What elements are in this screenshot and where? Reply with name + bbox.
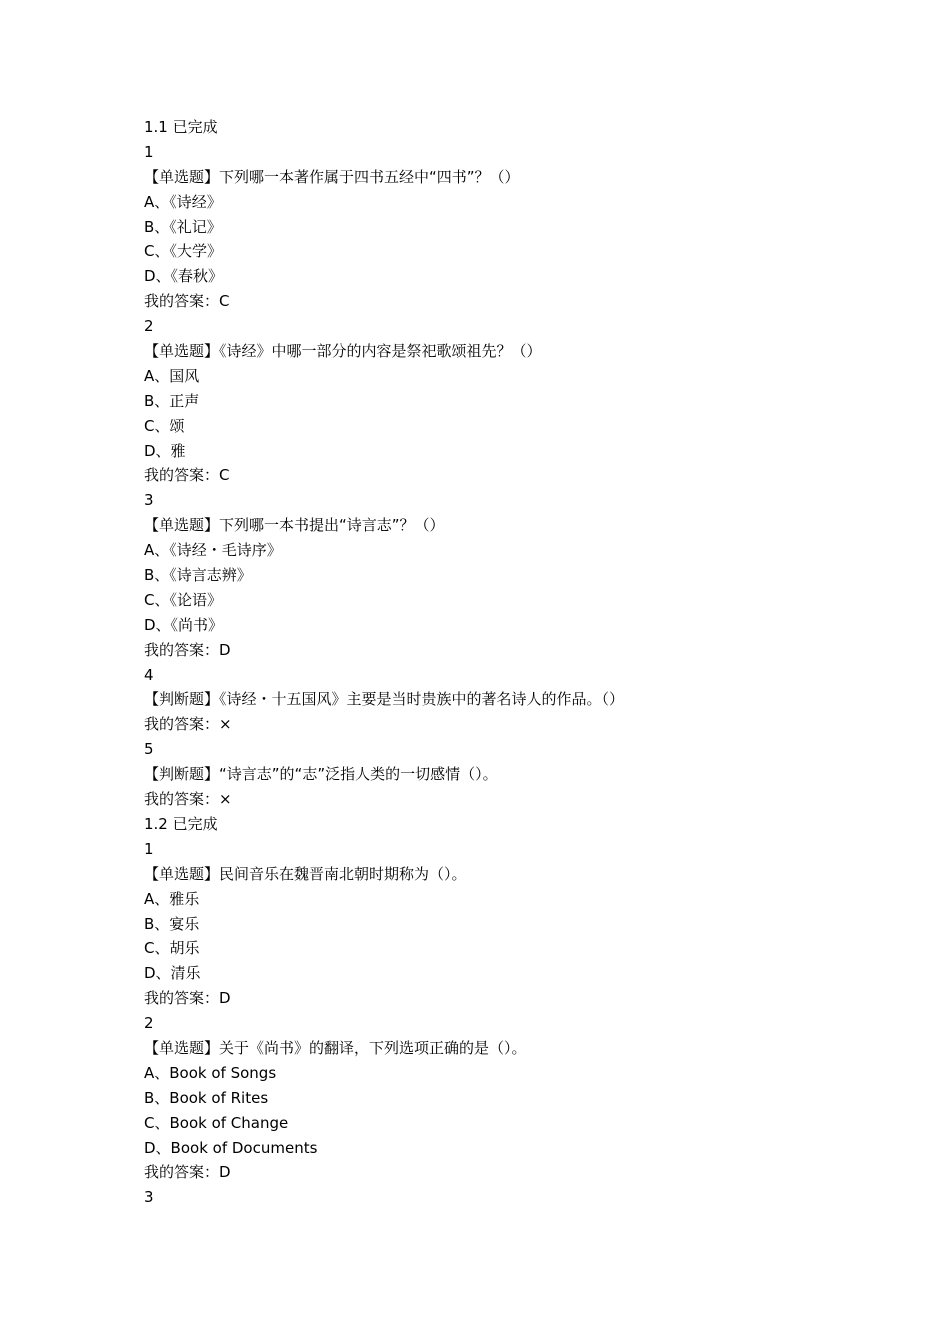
question-text: 【判断题】“诗言志”的“志”泛指人类的一切感情（）。 [144, 765, 498, 784]
document-body [144, 115, 844, 1210]
question-text: 【单选题】关于《尚书》的翻译，下列选项正确的是（）。 [144, 1038, 527, 1057]
question-text: 【单选题】下列哪一本著作属于四书五经中“四书”？（） [144, 167, 520, 186]
my-answer: 我的答案：C [144, 466, 230, 485]
answer-option: D、Book of Documents [144, 1138, 318, 1157]
answer-option: C、胡乐 [144, 939, 200, 958]
my-answer: 我的答案：× [144, 790, 232, 809]
my-answer: 我的答案：D [144, 1163, 231, 1182]
answer-option: C、颂 [144, 416, 185, 435]
question-number: 1 [144, 142, 154, 161]
answer-option: B、《诗言志辨》 [144, 566, 252, 585]
answer-option: D、《春秋》 [144, 267, 224, 286]
my-answer: 我的答案：D [144, 989, 231, 1008]
answer-option: D、雅 [144, 441, 186, 460]
answer-option: B、Book of Rites [144, 1088, 269, 1107]
question-number: 3 [144, 1188, 154, 1207]
answer-option: C、《大学》 [144, 242, 222, 261]
question-number: 1 [144, 839, 154, 858]
answer-option: A、国风 [144, 366, 200, 385]
answer-option: C、《论语》 [144, 590, 222, 609]
question-number: 5 [144, 740, 154, 759]
question-text: 【单选题】民间音乐在魏晋南北朝时期称为（）。 [144, 864, 467, 883]
answer-option: A、Book of Songs [144, 1063, 277, 1082]
section-heading: 1.1 已完成 [144, 118, 218, 136]
question-number: 3 [144, 491, 154, 510]
question-number: 2 [144, 317, 154, 336]
my-answer: 我的答案：D [144, 640, 231, 659]
question-text: 【判断题】《诗经・十五国风》主要是当时贵族中的著名诗人的作品。（） [144, 690, 625, 709]
my-answer: 我的答案：× [144, 715, 232, 734]
answer-option: B、宴乐 [144, 914, 200, 933]
question-number: 2 [144, 1014, 154, 1033]
answer-option: A、《诗经》 [144, 192, 222, 211]
answer-option: A、《诗经・毛诗序》 [144, 541, 282, 560]
section-heading: 1.2 已完成 [144, 814, 218, 833]
question-number: 4 [144, 665, 154, 684]
my-answer: 我的答案：C [144, 292, 230, 311]
answer-option: D、《尚书》 [144, 615, 224, 634]
question-text: 【单选题】《诗经》中哪一部分的内容是祭祀歌颂祖先？（） [144, 342, 542, 361]
question-text: 【单选题】下列哪一本书提出“诗言志”？（） [144, 516, 445, 535]
answer-option: A、雅乐 [144, 889, 200, 908]
answer-option: B、正声 [144, 391, 200, 410]
answer-option: D、清乐 [144, 964, 201, 983]
answer-option: C、Book of Change [144, 1113, 289, 1132]
answer-option: B、《礼记》 [144, 217, 222, 236]
